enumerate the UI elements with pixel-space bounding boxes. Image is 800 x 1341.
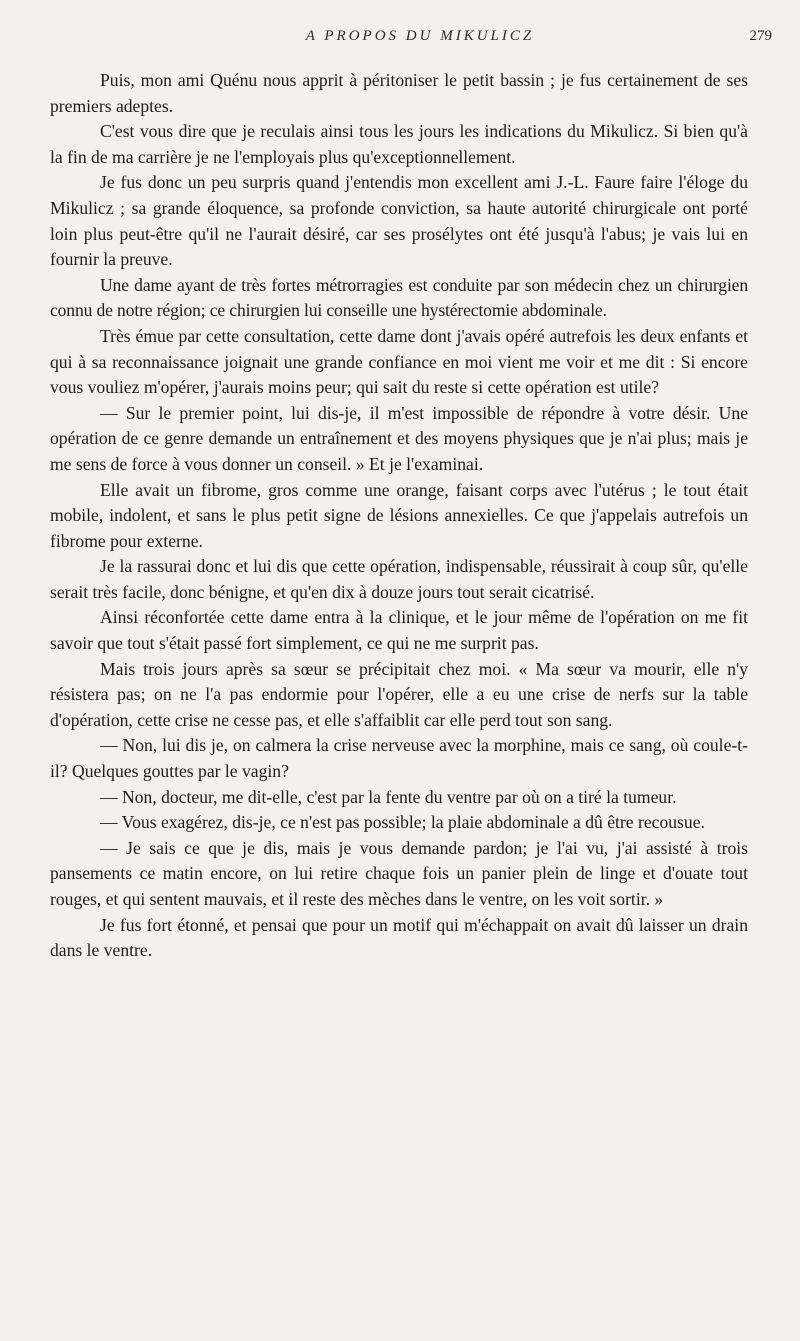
paragraph-9: Ainsi réconfortée cette dame entra à la clinique, et le jour même de l'opération on me fit savoir que tout s'était passé fort simplement, ce qui ne me surprit pas. <box>50 607 748 654</box>
page-number: 279 <box>749 28 772 44</box>
paragraph-5: Très émue par cette consultation, cette dame dont j'avais opéré autrefois les deux enfants et qui à sa reconnaissance joignait une grande confiance en moi vient me voir et me dit : Si encore vous vouliez m'opérer, j'aurais moins peur; qui sait du reste si cette opération est utile? <box>50 325 748 398</box>
paragraph-13: — Vous exagérez, dis-je, ce n'est pas possible; la plaie abdominale a dû être recousue. <box>100 812 705 833</box>
paragraph-11: — Non, lui dis je, on calmera la crise nerveuse avec la morphine, mais ce sang, où coule-t-il? Quelques gouttes par le vagin? <box>50 735 748 782</box>
paragraph-3: Je fus donc un peu surpris quand j'entendis mon excellent ami J.-L. Faure faire l'éloge du Mikulicz ; sa grande éloquence, sa profonde conviction, sa haute autorité chirurgicale ont porté loin plus peut-être qu'il ne l'aurait désiré, car ses prosélytes ont été jusqu'à l'abus; je vais lui en fournir la preuve. <box>50 172 748 270</box>
paragraph-8: Je la rassurai donc et lui dis que cette opération, indispensable, réussirait à coup sûr, qu'elle serait très facile, donc bénigne, et qu'en dix à douze jours tout serait cicatrisé. <box>50 556 748 602</box>
paragraph-2: C'est vous dire que je reculais ainsi tous les jours les indications du Mikulicz. Si bien qu'à la fin de ma carrière je ne l'employais plus qu'exceptionnellement. <box>50 121 748 167</box>
paragraph-4: Une dame ayant de très fortes métrorragies est conduite par son médecin chez un chirurgien connu de notre région; ce chirurgien lui conseille une hystérectomie abdominale. <box>50 274 748 321</box>
paragraph-6: — Sur le premier point, lui dis-je, il m'est impossible de répondre à votre désir. Une opération de ce genre demande un entraînement et des moyens physiques que je n'ai plus; mais je me sens de force à vous donner un conseil. » Et je l'examinai. <box>50 402 748 474</box>
paragraph-10: Mais trois jours après sa sœur se précipitait chez moi. « Ma sœur va mourir, elle n'y résistera pas; on ne l'a pas endormie pour l'opérer, elle a eu une crise de nerfs sur la table d'opération, cette crise ne cesse pas, et elle s'affaiblit car elle perd tout son sang. <box>50 658 748 730</box>
paragraph-1: Puis, mon ami Quénu nous apprit à péritoniser le petit bassin ; je fus certainement de ses premiers adeptes. <box>50 70 748 116</box>
paragraph-7: Elle avait un fibrome, gros comme une orange, faisant corps avec l'utérus ; le tout était mobile, indolent, et sans le plus petit signe de lésions annexielles. Ce que j'appelais autrefois un fibrome pour externe. <box>50 479 748 551</box>
running-head <box>0 28 800 52</box>
paragraph-15: Je fus fort étonné, et pensai que pour un motif qui m'échappait on avait dû laisser un drain dans le ventre. <box>50 914 748 961</box>
paragraph-12: — Non, docteur, me dit-elle, c'est par la fente du ventre par où on a tiré la tumeur. <box>100 786 677 807</box>
running-title: A PROPOS DU MIKULICZ <box>305 28 535 44</box>
body-text <box>50 68 748 964</box>
paragraph-14: — Je sais ce que je dis, mais je vous demande pardon; je l'ai vu, j'ai assisté à trois pansements ce matin encore, on lui retire chaque fois un panier plein de linge et d'ouate tout rouges, et qui sentent mauvais, et il reste des mèches dans le ventre, on les voit sortir. » <box>50 837 748 909</box>
